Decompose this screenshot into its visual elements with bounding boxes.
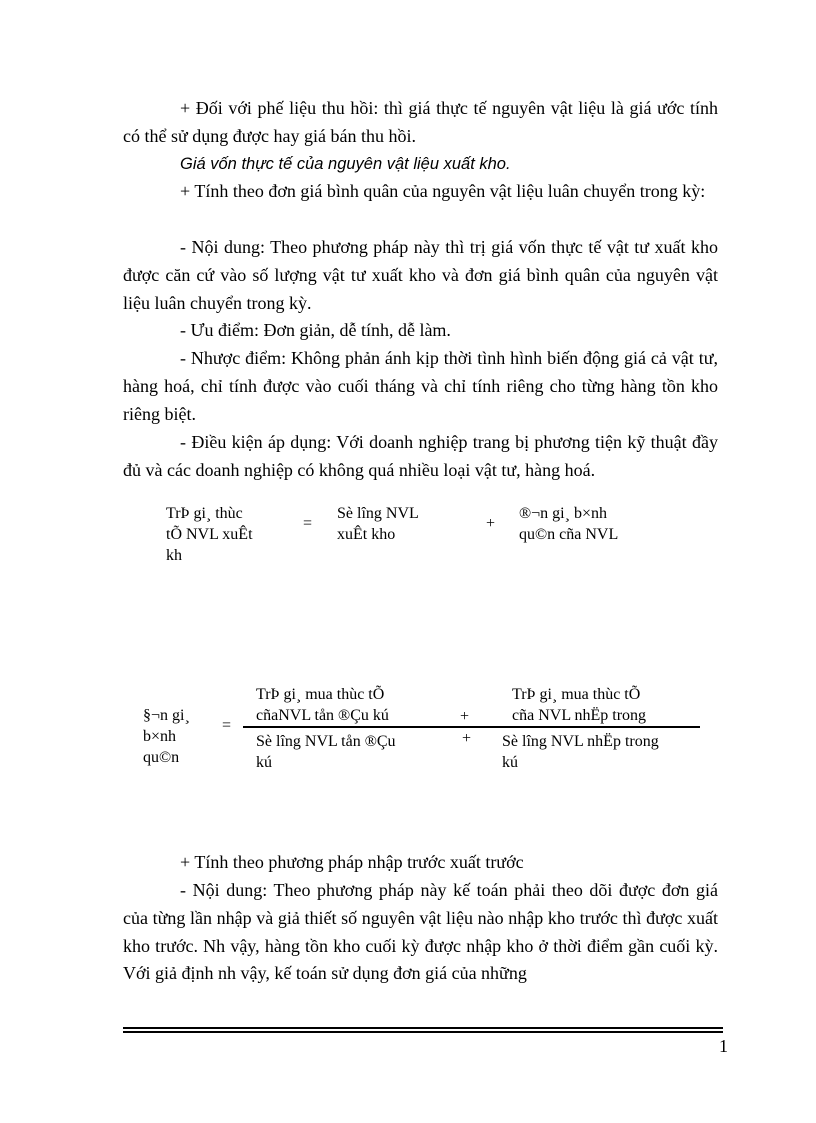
formula2-left-term: §¬n gi¸ b×nh qu©n: [143, 707, 190, 766]
formula2-denominator-plus: +: [462, 730, 472, 747]
paragraph-fifo-content: - Nội dung: Theo phương pháp này kế toán phải theo dõi được đơn giá của từng lần nhập và giả thiết số nguyên vật liệu nào nhập kho trước thì được xuất kho trước. Nh vậy, hàng tồn kho cuối kỳ được nhập kho ở thời điểm gần cuối kỳ. Với giả định nh vậy, kế toán sử dụng đơn giá của những: [123, 880, 718, 984]
formula1-middle-term: Sè lîng NVL xuÊt kho: [337, 505, 419, 543]
paragraph-disadvantages: - Nhược điểm: Không phản ánh kịp thời tình hình biến động giá cả vật tư, hàng hoá, chỉ tính được vào cuối tháng và chỉ tính riêng cho từng hàng tồn kho riêng biệt.: [123, 348, 718, 424]
paragraph-heading-cost-of-issued-materials: Giá vốn thực tế của nguyên vật liệu xuất kho.: [180, 155, 511, 173]
formula1-left-term: TrÞ gi¸ thùc tÕ NVL xuÊt kh: [166, 505, 253, 564]
formula2-denominator-a: Sè lîng NVL tån ®Çu kú: [256, 733, 396, 771]
paragraph-weighted-average-method: + Tính theo đơn giá bình quân của nguyên vật liệu luân chuyển trong kỳ:: [180, 181, 706, 201]
formula2-numerator-plus: +: [460, 708, 470, 725]
paragraph-advantages: - Ưu điểm: Đơn giản, dễ tính, dễ làm.: [180, 320, 451, 340]
formula2-denominator-b: Sè lîng NVL nhËp trong kú: [502, 733, 659, 771]
formula2-equals: =: [222, 717, 232, 734]
formula2-numerator-a: TrÞ gi¸ mua thùc tÕ cñaNVL tån ®Çu kú: [256, 686, 389, 724]
formula2-fraction-bar: [243, 726, 700, 728]
paragraph-content: - Nội dung: Theo phương pháp này thì trị giá vốn thực tế vật tư xuất kho được căn cứ vào số lượng vật tư xuất kho và đơn giá bình quân của nguyên vật liệu luân chuyển trong kỳ.: [123, 237, 718, 313]
formula1-plus: +: [486, 515, 496, 532]
footer-rule-top: [123, 1027, 723, 1029]
formula1-right-term: ®¬n gi¸ b×nh qu©n cña NVL: [519, 505, 619, 543]
page-number: 1: [719, 1036, 728, 1056]
formula2-numerator-b: TrÞ gi¸ mua thùc tÕ cña NVL nhËp trong: [512, 686, 647, 724]
paragraph-conditions: - Điều kiện áp dụng: Với doanh nghiệp trang bị phương tiện kỹ thuật đầy đủ và các doanh nghiệp có không quá nhiều loại vật tư, hàng hoá.: [123, 432, 718, 480]
footer-rule-bottom: [123, 1031, 723, 1033]
paragraph-scrap-recovery: + Đối với phế liệu thu hồi: thì giá thực tế nguyên vật liệu là giá ước tính có thể sử dụng được hay giá bán thu hồi.: [123, 98, 718, 146]
paragraph-fifo-method: + Tính theo phương pháp nhập trước xuất trước: [180, 852, 524, 872]
formula1-equals: =: [303, 515, 313, 532]
